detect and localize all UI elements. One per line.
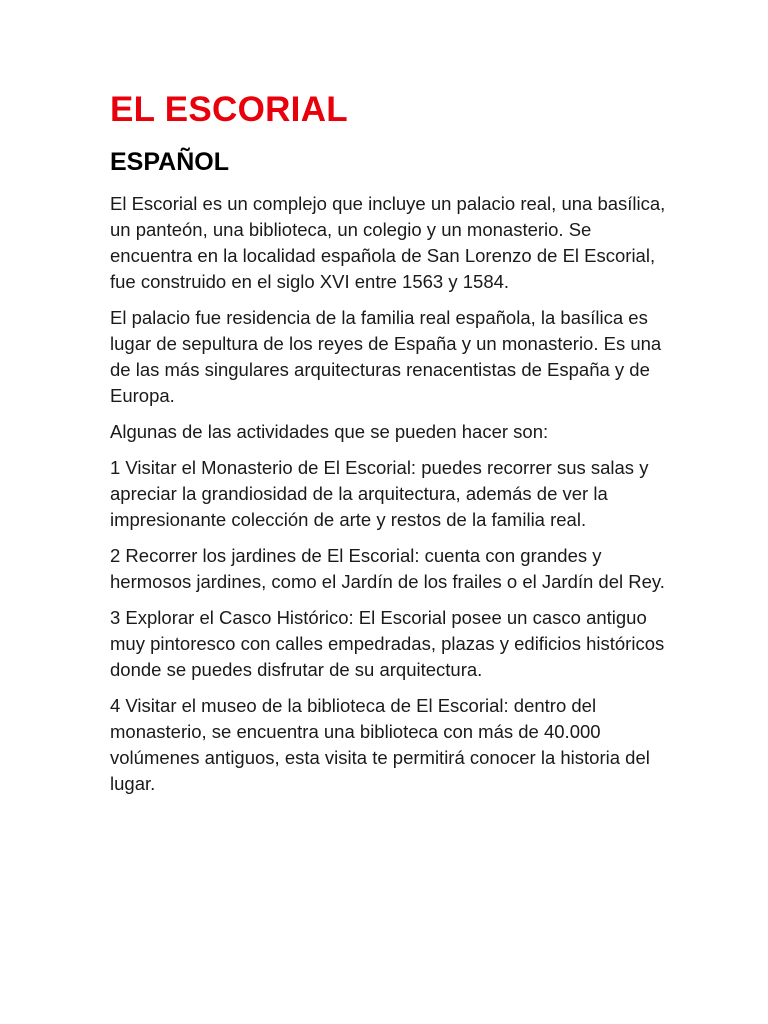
list-item-activity-3: 3 Explorar el Casco Histórico: El Escorial posee un casco antiguo muy pintoresco con calles empedradas, plazas y edificios históricos donde se puedes disfrutar de su arquitectura. xyxy=(110,607,665,680)
paragraph-history: El palacio fue residencia de la familia real española, la basílica es lugar de sepultura de los reyes de España y un monasterio. Es una de las más singulares arquitecturas renacentistas de España y de Europa. xyxy=(110,307,662,406)
list-item-activity-4: 4 Visitar el museo de la biblioteca de El Escorial: dentro del monasterio, se encuentra una biblioteca con más de 40.000 volúmenes antiguos, esta visita te permitirá conocer la historia del lugar. xyxy=(110,695,650,794)
document-title: EL ESCORIAL xyxy=(110,90,348,129)
list-item-activity-1: 1 Visitar el Monasterio de El Escorial: puedes recorrer sus salas y apreciar la grandiosidad de la arquitectura, además de ver la impresionante colección de arte y restos de la familia real. xyxy=(110,457,649,530)
paragraph-intro: El Escorial es un complejo que incluye un palacio real, una basílica, un panteón, una biblioteca, un colegio y un monasterio. Se encuentra en la localidad española de San Lorenzo de El Escorial, fue construido en el siglo XVI entre 1563 y 1584. xyxy=(110,193,666,292)
language-heading: ESPAÑOL xyxy=(110,148,229,176)
document-page xyxy=(110,88,670,807)
list-item-activity-2: 2 Recorrer los jardines de El Escorial: cuenta con grandes y hermosos jardines, como el Jardín de los frailes o el Jardín del Rey. xyxy=(110,545,665,592)
paragraph-activities-intro: Algunas de las actividades que se pueden hacer son: xyxy=(110,421,549,442)
